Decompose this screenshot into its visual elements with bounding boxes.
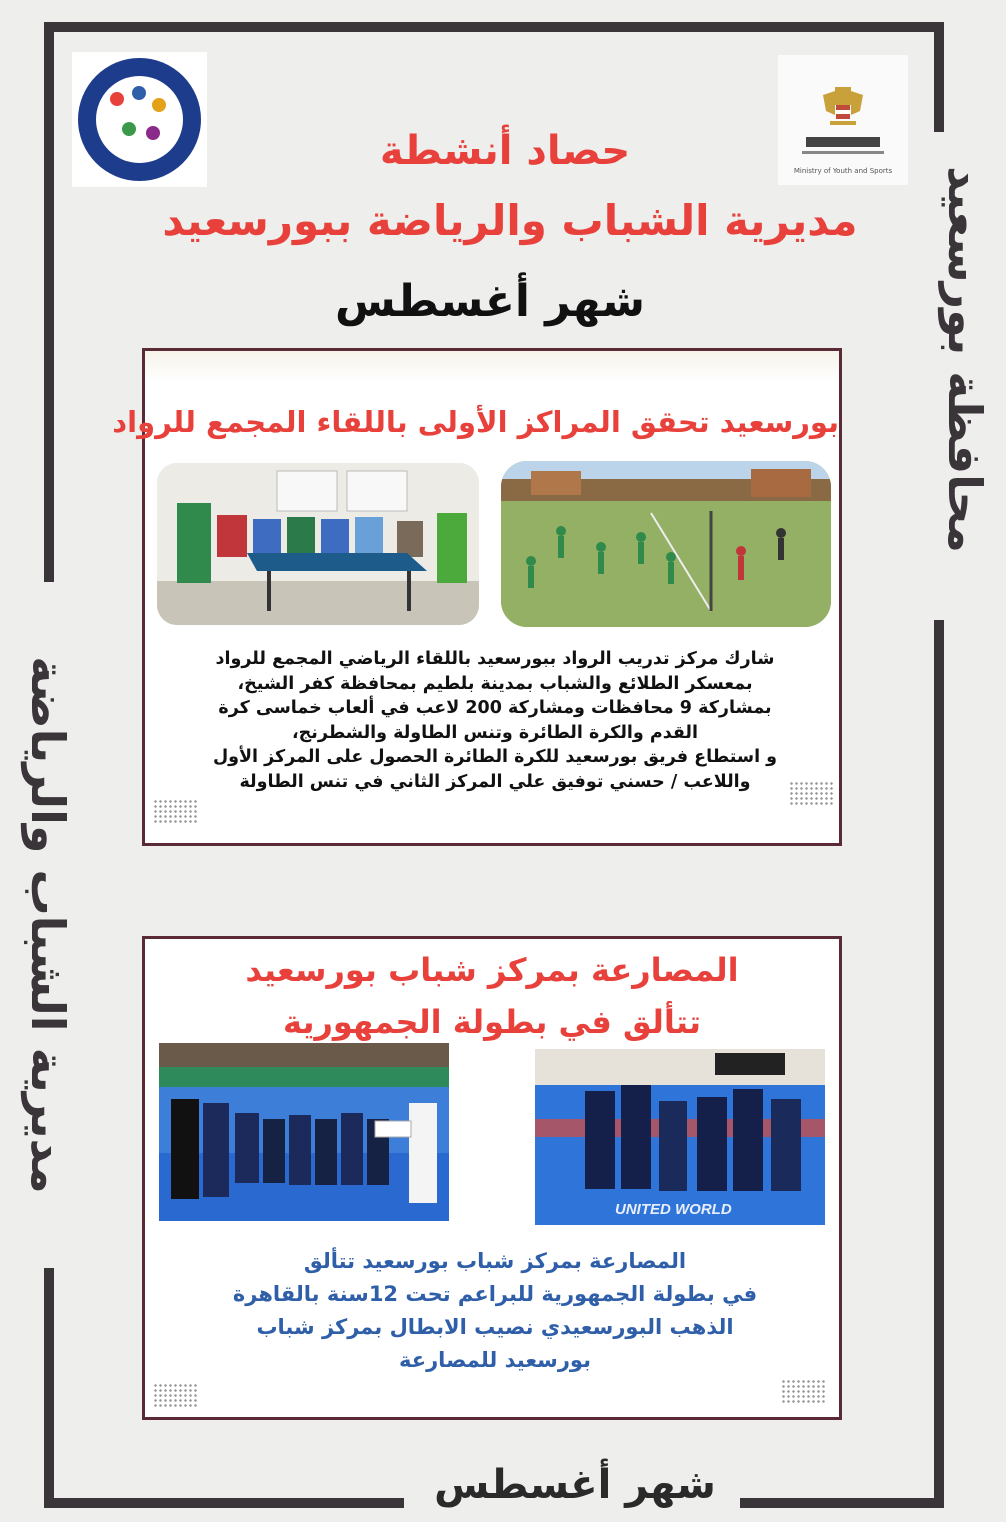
ministry-english-name: Ministry of Youth and Sports (793, 167, 893, 175)
right-vertical-text: محافظة بورسعيد (938, 166, 992, 553)
card-rowad-meeting (112, 348, 842, 846)
eagle-emblem-icon (778, 55, 908, 185)
page-title-line2: مديرية الشباب والرياضة ببورسعيد (162, 196, 858, 245)
card2-heading-line1: المصارعة بمركز شباب بورسعيد (245, 951, 739, 989)
frame-top (44, 22, 944, 32)
card2-heading-line2: تتألق في بطولة الجمهورية (283, 1003, 701, 1041)
dots-decoration (153, 799, 199, 825)
mat-logo-text: UNITED WORLD (615, 1201, 732, 1218)
dots-decoration (789, 781, 835, 807)
card1-paragraph: شارك مركز تدريب الرواد ببورسعيد باللقاء الرياضي المجمع للرواد بمعسكر الطلائع والشباب بمدينة بلطيم بمحافظة كفر الشيخ، بمشاركة 9 محافظات ومشاركة 200 لاعب في ألعاب خماسى كرة القدم والكرة الطائرة وتنس الطاولة والشطرنج، و استطاع فريق بورسعيد للكرة الطائرة الحصول على المركز الأول واللاعب / حسني توفيق علي المركز الثاني في تنس الطاولة (212, 649, 778, 792)
card1-top-band (145, 351, 839, 381)
card-wrestling (142, 936, 842, 1420)
ministry-emblem-logo (778, 55, 908, 185)
page-month: شهر أغسطس (335, 276, 645, 327)
frame-bottom-left (44, 1498, 404, 1508)
frame-right-lower (934, 620, 944, 1508)
page-title-line1: حصاد أنشطة (379, 128, 631, 174)
youth-sports-logo (72, 52, 207, 187)
frame-right-upper (934, 22, 944, 132)
frame-left-lower (44, 1268, 54, 1508)
dots-decoration (781, 1379, 827, 1405)
card1-heading: بورسعيد تحقق المراكز الأولى باللقاء المجمع للرواد (112, 405, 839, 439)
photo-table-tennis (157, 463, 479, 625)
footer-month: شهر أغسطس (434, 1462, 716, 1508)
dots-decoration (153, 1383, 199, 1409)
left-vertical-text: مديرية الشباب والرياضة (21, 656, 75, 1194)
frame-bottom-right (740, 1498, 944, 1508)
photo-wrestling-team-group (159, 1043, 449, 1221)
photo-wrestling-champions (535, 1049, 825, 1225)
photo-volleyball (501, 461, 831, 627)
card2-paragraph: المصارعة بمركز شباب بورسعيد تتألق في بطولة الجمهورية للبراعم تحت 12سنة بالقاهرة الذهب البورسعيدي نصيب الابطال بمركز شباب بورسعيد للمصارعة (232, 1249, 758, 1372)
frame-left-upper (44, 22, 54, 582)
